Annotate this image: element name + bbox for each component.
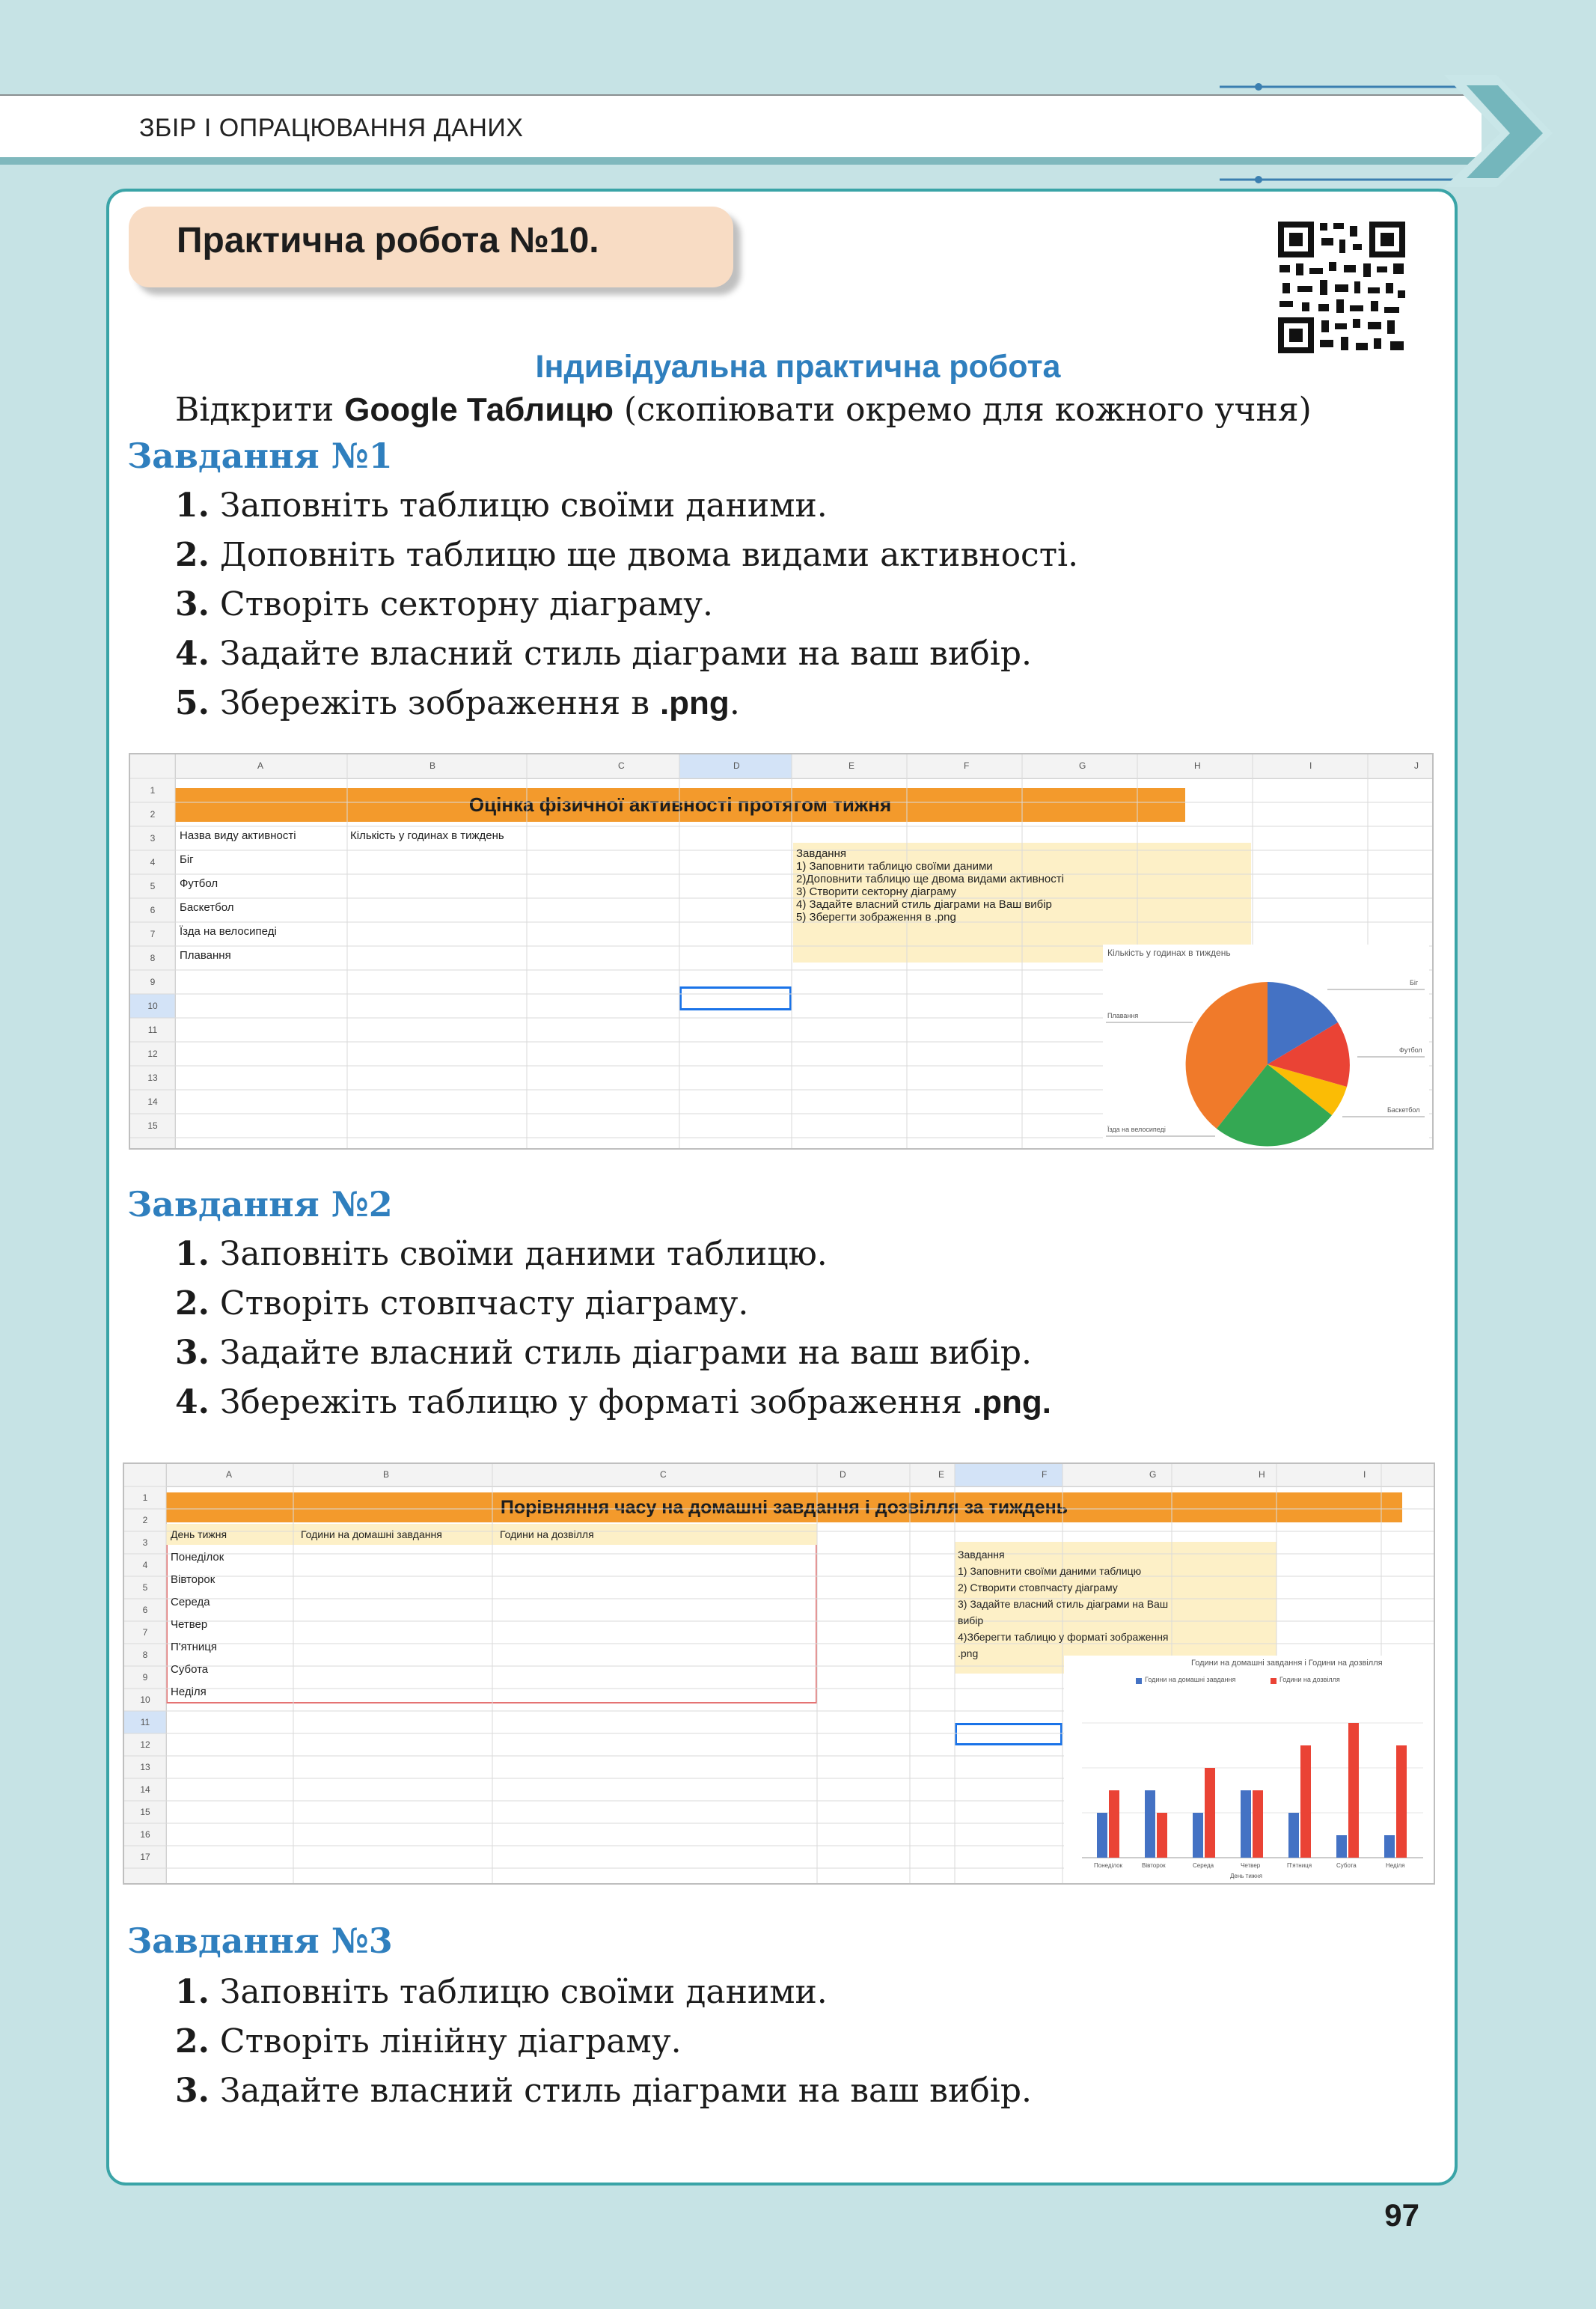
item-number: 1. bbox=[175, 486, 210, 525]
note-line: 1) Заповнити своїми даними таблицю bbox=[958, 1565, 1142, 1577]
row-number: 1 bbox=[142, 1492, 148, 1503]
task3-item bbox=[175, 2022, 682, 2061]
day-cell: Неділя bbox=[171, 1686, 207, 1698]
column-label: G bbox=[1149, 1469, 1157, 1480]
bar-chart[interactable] bbox=[1064, 1656, 1434, 1883]
header-title: ЗБІР І ОПРАЦЮВАННЯ ДАНИХ bbox=[139, 114, 524, 142]
row-number: 11 bbox=[140, 1717, 150, 1727]
pie-label: Баскетбол bbox=[1387, 1106, 1420, 1114]
sheet1-note-text bbox=[796, 847, 1064, 924]
header-arrow-icon bbox=[1220, 75, 1564, 187]
task2-item bbox=[175, 1284, 748, 1323]
sheet1-col-labels bbox=[175, 754, 1432, 778]
day-cell: Четвер bbox=[171, 1618, 208, 1631]
x-tick-label: Субота bbox=[1336, 1862, 1357, 1869]
note-line: Завдання bbox=[796, 847, 846, 860]
intro-google-sheets: Google Таблицю bbox=[344, 391, 614, 428]
task2-item bbox=[175, 1383, 1051, 1421]
task2-item bbox=[175, 1334, 1032, 1372]
activity-cell: Футбол bbox=[180, 877, 218, 890]
section-heading: Індивідуальна практична робота bbox=[535, 349, 1061, 385]
activity-cell: Баскетбол bbox=[180, 901, 234, 914]
column-label: E bbox=[938, 1469, 945, 1480]
note-line: Завдання bbox=[958, 1549, 1005, 1561]
sheet2-note-text bbox=[958, 1546, 1169, 1662]
x-tick-label: Вівторок bbox=[1142, 1862, 1166, 1869]
legend-label: Години на дозвілля bbox=[1279, 1676, 1340, 1683]
item-text: Заповніть таблицю своїми даними. bbox=[209, 486, 828, 525]
item-text: Заповніть своїми даними таблицю. bbox=[209, 1235, 828, 1273]
pie-chart-title: Кількість у годинах в тиждень bbox=[1107, 948, 1231, 958]
item-format: .png bbox=[659, 685, 730, 722]
column-label: C bbox=[660, 1469, 667, 1480]
row-number: 10 bbox=[147, 1001, 158, 1011]
note-line: 4) Задайте власний стиль діаграми на Ваш вибір bbox=[796, 898, 1052, 911]
qr-code-icon bbox=[1275, 219, 1408, 356]
day-cell: П'ятниця bbox=[171, 1641, 218, 1653]
column-label: H bbox=[1259, 1469, 1265, 1480]
item-number: 1. bbox=[175, 1235, 210, 1273]
task1-item bbox=[175, 585, 713, 623]
row-number: 13 bbox=[147, 1073, 158, 1083]
intro-suffix: (скопіювати окремо для кожного учня) bbox=[613, 391, 1312, 429]
row-number: 13 bbox=[140, 1762, 150, 1772]
column-label: B bbox=[383, 1469, 390, 1480]
note-line: .png bbox=[958, 1647, 979, 1659]
x-tick-label: Понеділок bbox=[1094, 1862, 1123, 1869]
column-label: D bbox=[733, 760, 740, 771]
item-number: 1. bbox=[175, 1973, 210, 2011]
note-line: 2) Створити стовпчасту діаграму bbox=[958, 1581, 1118, 1593]
task2-item bbox=[175, 1235, 828, 1273]
column-label: J bbox=[1414, 760, 1419, 771]
note-line: 3) Задайте власний стиль діаграми на Ваш bbox=[958, 1598, 1169, 1610]
row-number: 16 bbox=[140, 1829, 150, 1840]
header-cell: День тижня bbox=[171, 1528, 227, 1540]
row-number: 2 bbox=[150, 809, 156, 820]
item-number: 4. bbox=[175, 1383, 210, 1421]
x-tick-label: Середа bbox=[1193, 1862, 1214, 1869]
pie-label: Біг bbox=[1410, 979, 1419, 986]
day-cell: Вівторок bbox=[171, 1573, 215, 1586]
column-label: H bbox=[1194, 760, 1201, 771]
row-number: 3 bbox=[142, 1537, 148, 1548]
note-line: вибір bbox=[958, 1614, 984, 1626]
item-text: Задайте власний стиль діаграми на ваш вибір. bbox=[209, 1334, 1032, 1372]
row-number: 5 bbox=[150, 881, 156, 891]
day-cell: Субота bbox=[171, 1663, 209, 1676]
day-cell: Понеділок bbox=[171, 1551, 224, 1564]
task1-item bbox=[175, 486, 828, 525]
x-tick-label: Неділя bbox=[1386, 1862, 1405, 1869]
intro-line bbox=[175, 391, 1312, 429]
row-number: 4 bbox=[150, 857, 156, 867]
work-title: Практична робота №10. bbox=[177, 221, 599, 260]
row-number: 12 bbox=[147, 1049, 158, 1059]
task1-heading: Завдання №1 bbox=[127, 436, 393, 476]
item-number: 4. bbox=[175, 635, 210, 673]
row-number: 7 bbox=[150, 929, 156, 939]
column-label: G bbox=[1079, 760, 1086, 771]
row-number: 14 bbox=[147, 1096, 158, 1107]
pie-label: Їзда на велосипеді bbox=[1107, 1126, 1166, 1133]
note-line: 1) Заповнити таблицю своїми даними bbox=[796, 860, 993, 873]
item-text: Збережіть зображення в bbox=[209, 684, 660, 722]
column-label: C bbox=[618, 760, 625, 771]
item-text: Збережіть таблицю у форматі зображення bbox=[209, 1383, 973, 1421]
note-line: 5) Зберегти зображення в .png bbox=[796, 911, 956, 924]
row-number: 2 bbox=[142, 1515, 148, 1525]
item-text: Створіть стовпчасту діаграму. bbox=[209, 1284, 749, 1323]
task1-item bbox=[175, 536, 1078, 574]
item-text: Створіть секторну діаграму. bbox=[209, 585, 714, 623]
pie-chart-svg bbox=[1103, 945, 1429, 1148]
day-cell: Середа bbox=[171, 1596, 210, 1608]
column-label: A bbox=[226, 1469, 233, 1480]
column-label: F bbox=[964, 760, 970, 771]
row-number: 8 bbox=[150, 953, 156, 963]
column-label: A bbox=[257, 760, 264, 771]
item-text: Заповніть таблицю своїми даними. bbox=[209, 1973, 828, 2011]
row-number: 15 bbox=[147, 1120, 158, 1131]
row-number: 14 bbox=[140, 1784, 150, 1795]
item-number: 2. bbox=[175, 2022, 210, 2061]
column-label: B bbox=[429, 760, 436, 771]
item-text: Задайте власний стиль діаграми на ваш вибір. bbox=[209, 635, 1032, 673]
column-label: I bbox=[1363, 1469, 1366, 1480]
item-number: 3. bbox=[175, 2072, 210, 2110]
spreadsheet-screenshot-1 bbox=[129, 753, 1434, 1150]
task3-item bbox=[175, 1973, 828, 2011]
pie-label: Плавання bbox=[1107, 1012, 1139, 1019]
row-number: 17 bbox=[140, 1852, 150, 1862]
task1-item bbox=[175, 635, 1032, 673]
row-number: 3 bbox=[150, 833, 156, 844]
sheet2-col-labels bbox=[166, 1464, 1434, 1486]
item-text: Задайте власний стиль діаграми на ваш вибір. bbox=[209, 2072, 1032, 2110]
item-number: 3. bbox=[175, 585, 210, 623]
task3-heading: Завдання №3 bbox=[127, 1921, 393, 1961]
note-line: 2)Доповнити таблицю ще двома видами активності bbox=[796, 873, 1064, 885]
row-number: 12 bbox=[140, 1739, 150, 1750]
item-number: 2. bbox=[175, 1284, 210, 1323]
item-text: Створіть лінійну діаграму. bbox=[209, 2022, 682, 2061]
x-tick-label: Четвер bbox=[1241, 1862, 1261, 1869]
column-label: D bbox=[840, 1469, 846, 1480]
row-number: 8 bbox=[142, 1650, 148, 1660]
item-format: .png. bbox=[972, 1384, 1052, 1421]
row-number: 4 bbox=[142, 1560, 148, 1570]
column-label: F bbox=[1042, 1469, 1048, 1480]
item-number: 2. bbox=[175, 536, 210, 574]
page-number: 97 bbox=[1384, 2197, 1419, 2233]
item-number: 5. bbox=[175, 684, 210, 722]
pie-chart[interactable] bbox=[1103, 945, 1429, 1148]
activity-cell: Біг bbox=[180, 853, 194, 866]
task2-heading: Завдання №2 bbox=[127, 1184, 393, 1224]
column-label: E bbox=[849, 760, 855, 771]
row-number: 6 bbox=[150, 905, 156, 915]
row-number: 7 bbox=[142, 1627, 148, 1638]
sheet2-title: Порівняння часу на домашні завдання і дозвілля за тиждень bbox=[166, 1492, 1402, 1522]
row-number: 9 bbox=[142, 1672, 148, 1683]
task3-item bbox=[175, 2072, 1032, 2110]
item-tail: . bbox=[729, 684, 740, 722]
row-number: 6 bbox=[142, 1605, 148, 1615]
bar-chart-title: Години на домашні завдання і Години на дозвілля bbox=[1191, 1659, 1383, 1668]
row-number: 5 bbox=[142, 1582, 148, 1593]
header-cell: Назва виду активності bbox=[180, 829, 296, 842]
header-cell: Години на дозвілля bbox=[500, 1528, 594, 1540]
column-label: I bbox=[1309, 760, 1312, 771]
intro-prefix: Відкрити bbox=[175, 391, 345, 429]
task1-item bbox=[175, 684, 740, 722]
pie-label: Футбол bbox=[1399, 1046, 1422, 1054]
legend-label: Години на домашні завдання bbox=[1145, 1676, 1236, 1683]
row-number: 10 bbox=[140, 1695, 150, 1705]
item-number: 3. bbox=[175, 1334, 210, 1372]
row-number: 1 bbox=[150, 785, 156, 796]
activity-cell: Їзда на велосипеді bbox=[180, 925, 277, 938]
item-text: Доповніть таблицю ще двома видами активності. bbox=[209, 536, 1079, 574]
header-cell: Кількість у годинах в тиждень bbox=[350, 829, 504, 842]
header-cell: Години на домашні завдання bbox=[301, 1528, 442, 1540]
note-line: 3) Створити секторну діаграму bbox=[796, 885, 956, 898]
bar-group bbox=[1097, 1723, 1407, 1858]
x-axis-title: День тижня bbox=[1230, 1873, 1262, 1879]
row-number: 15 bbox=[140, 1807, 150, 1817]
x-tick-label: П'ятниця bbox=[1287, 1862, 1312, 1869]
sheet1-title: Оцінка фізичної активності протягом тижня bbox=[175, 788, 1185, 822]
note-line: 4)Зберегти таблицю у форматі зображення bbox=[958, 1631, 1169, 1643]
bar-chart-svg bbox=[1064, 1656, 1434, 1883]
spreadsheet-screenshot-2 bbox=[123, 1462, 1435, 1885]
activity-cell: Плавання bbox=[180, 949, 231, 962]
row-number: 11 bbox=[147, 1025, 158, 1035]
row-number: 9 bbox=[150, 977, 156, 987]
